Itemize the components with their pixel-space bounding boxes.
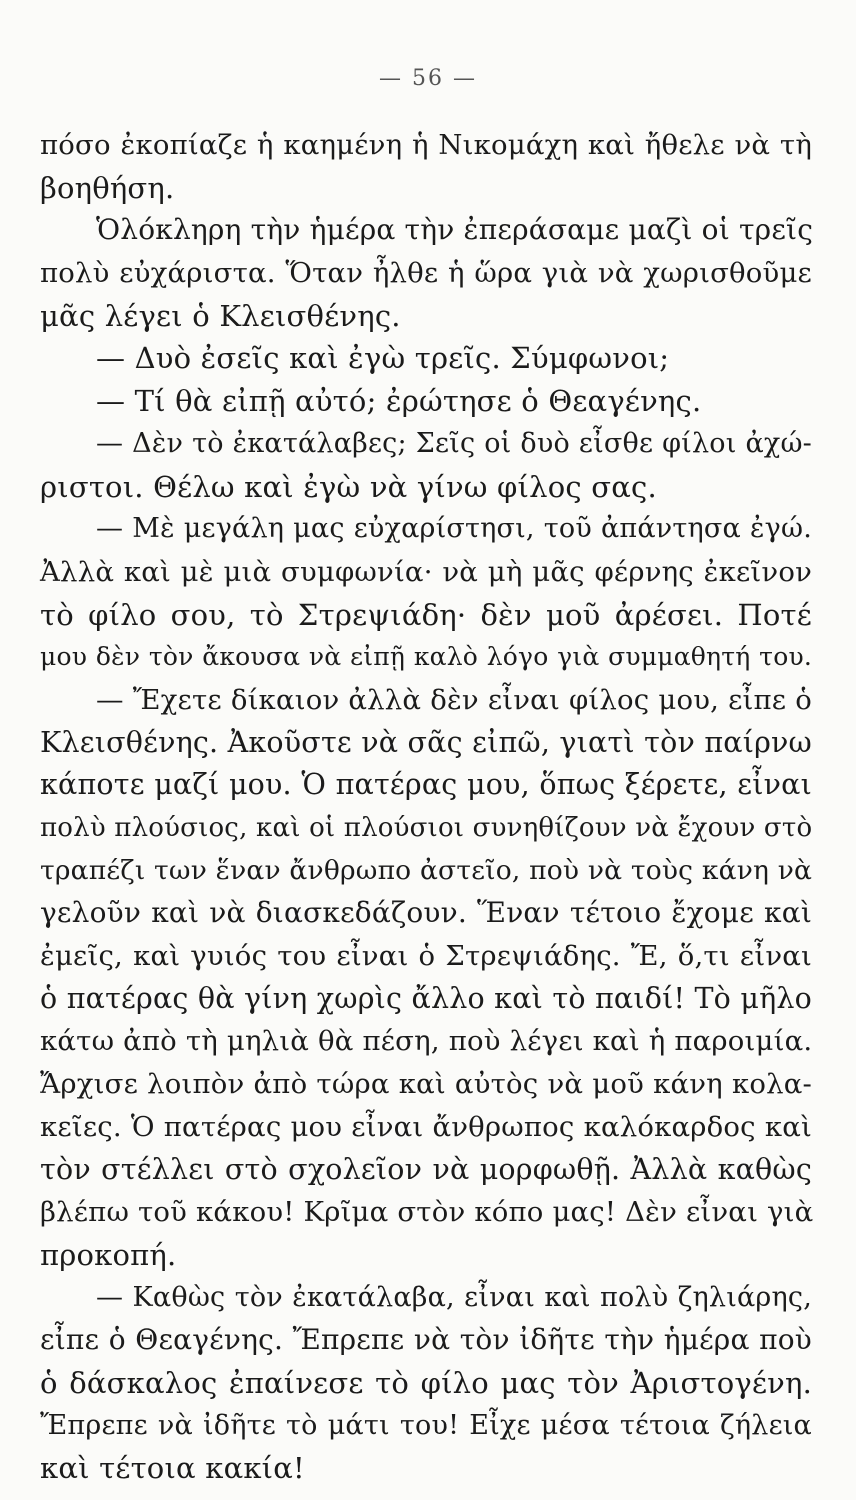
page-body-text — [40, 124, 812, 1490]
text-line: μου δὲν τὸν ἄκουσα νὰ εἰπῇ καλὸ λόγο γιὰ συμμαθητή του. — [40, 642, 812, 672]
text-line: γελοῦν καὶ νὰ διασκεδάζουν. Ἕναν τέτοιο ἔχομε καὶ — [40, 896, 812, 930]
text-line: — Δυὸ ἐσεῖς καὶ ἐγὼ τρεῖς. Σύμφωνοι; — [96, 341, 670, 376]
text-line: μᾶς λέγει ὁ Κλεισθένης. — [40, 298, 401, 333]
text-line: ὁ δάσκαλος ἐπαίνεσε τὸ φίλο μας τὸν Ἀριστογένη. — [40, 1365, 812, 1400]
text-line: πόσο ἐκοπίαζε ἡ καημένη ἡ Νικομάχη καὶ ἤθελε νὰ τὴ — [40, 129, 812, 161]
text-line: ριστοι. Θέλω καὶ ἐγὼ νὰ γίνω φίλος σας. — [40, 469, 657, 504]
text-line: τραπέζι των ἕναν ἄνθρωπο ἀστεῖο, ποὺ νὰ τοὺς κάνη νὰ — [40, 854, 813, 886]
page-number: — 56 — — [379, 66, 477, 91]
text-line: ὁ πατέρας θὰ γίνη χωρὶς ἄλλο καὶ τὸ παιδί! Τὸ μῆλο — [40, 981, 812, 1015]
text-line: βοηθήση. — [40, 170, 175, 205]
text-line: — Τί θὰ εἰπῇ αὐτό; ἐρώτησε ὁ Θεαγένης. — [96, 384, 702, 419]
text-line: τὸν στέλλει στὸ σχολεῖον νὰ μορφωθῇ. Ἀλλὰ καθὼς — [40, 1152, 812, 1186]
text-line: προκοπή. — [40, 1237, 177, 1272]
text-line: Ἀλλὰ καὶ μὲ μιὰ συμφωνία· νὰ μὴ μᾶς φέρνης ἐκεῖνον — [40, 555, 812, 588]
text-line: Ἔπρεπε νὰ ἰδῆτε τὸ μάτι του! Εἶχε μέσα τέτοια ζήλεια — [40, 1409, 812, 1441]
text-line: — Καθὼς τὸν ἐκατάλαβα, εἶναι καὶ πολὺ ζηλιάρης, — [96, 1281, 812, 1313]
text-line: κεῖες. Ὁ πατέρας μου εἶναι ἄνθρωπος καλόκαρδος καὶ — [40, 1110, 812, 1143]
text-line: — Ἔχετε δίκαιον ἀλλὰ δὲν εἶναι φίλος μου, εἶπε ὁ — [96, 683, 812, 716]
text-line: — Μὲ μεγάλη μας εὐχαρίστησι, τοῦ ἀπάντησα ἐγώ. — [96, 513, 812, 545]
text-line: βλέπω τοῦ κάκου! Κρῖμα στὸν κόπο μας! Δὲν εἶναι γιὰ — [40, 1196, 814, 1229]
text-line: πολὺ εὐχάριστα. Ὅταν ἦλθε ἡ ὥρα γιὰ νὰ χωρισθοῦμε — [40, 257, 812, 290]
text-line: Ὁλόκληρη τὴν ἡμέρα τὴν ἐπεράσαμε μαζὶ οἱ τρεῖς — [96, 213, 814, 247]
text-line: καὶ τέτοια κακία! — [40, 1451, 305, 1486]
text-line: ἐμεῖς, καὶ γυιός του εἶναι ὁ Στρεψιάδης. Ἔ, ὅ,τι εἶναι — [40, 940, 812, 973]
text-line: τὸ φίλο σου, τὸ Στρεψιάδη· δὲν μοῦ ἀρέσει. Ποτέ — [40, 597, 812, 632]
text-line: εἶπε ὁ Θεαγένης. Ἔπρεπε νὰ τὸν ἰδῆτε τὴν ἡμέρα ποὺ — [40, 1323, 812, 1357]
text-line: κάτω ἀπὸ τὴ μηλιὰ θὰ πέση, ποὺ λέγει καὶ ἡ παροιμία. — [40, 1025, 813, 1058]
text-line: κάποτε μαζί μου. Ὁ πατέρας μου, ὅπως ξέρετε, εἶναι — [40, 768, 812, 802]
text-line: πολὺ πλούσιος, καὶ οἱ πλούσιοι συνηθίζουν νὰ ἔχουν στὸ — [40, 813, 813, 843]
text-line: — Δὲν τὸ ἐκατάλαβες; Σεῖς οἱ δυὸ εἶσθε φίλοι ἀχώ- — [96, 427, 812, 459]
text-line: Ἄρχισε λοιπὸν ἀπὸ τώρα καὶ αὐτὸς νὰ μοῦ κάνη κολα- — [40, 1068, 812, 1101]
text-line: Κλεισθένης. Ἀκοῦστε νὰ σᾶς εἰπῶ, γιατὶ τὸν παίρνω — [40, 725, 812, 759]
